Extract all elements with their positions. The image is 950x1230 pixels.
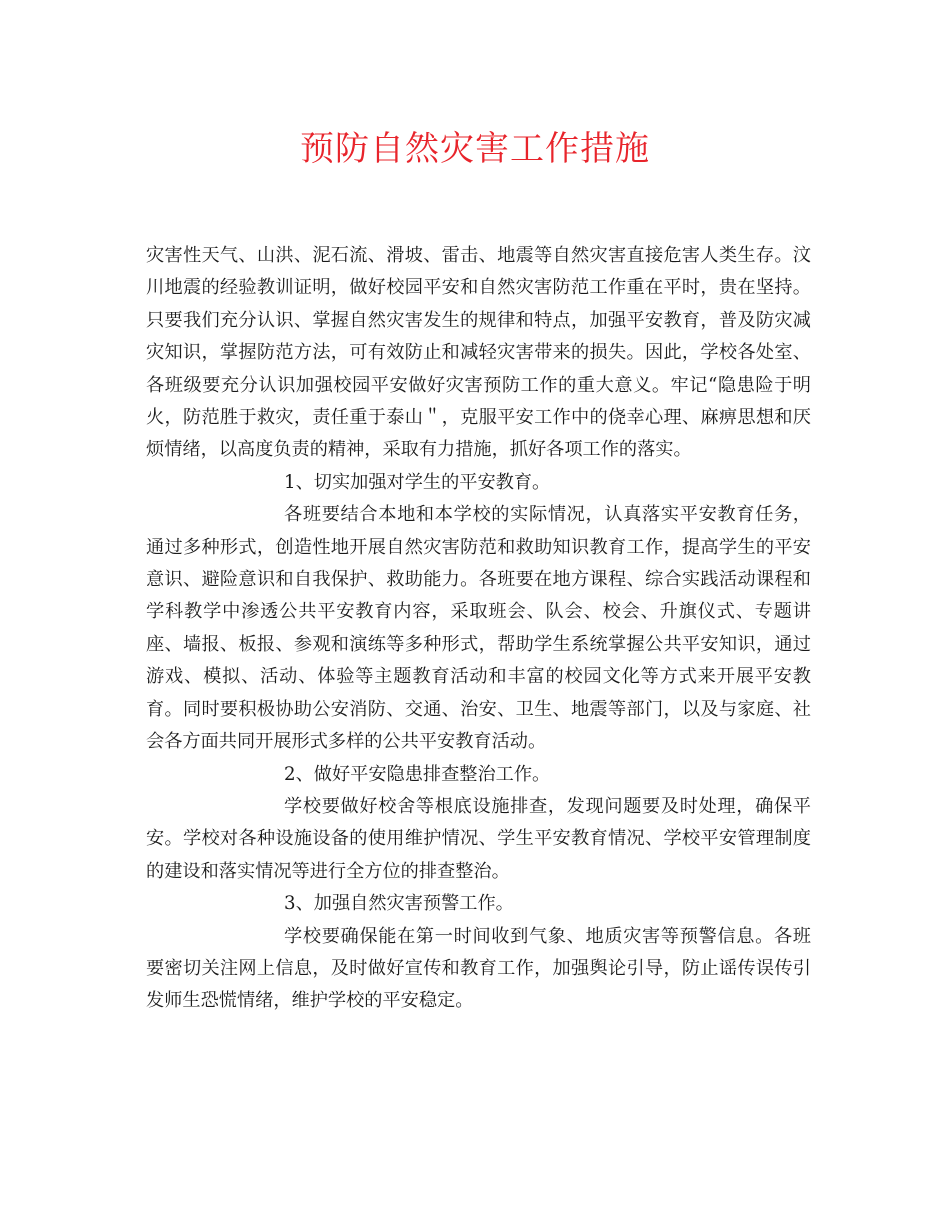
section-paragraph-1: 各班要结合本地和本学校的实际情况，认真落实平安教育任务，通过多种形式，创造性地开展自然灾害防范和救助知识教育工作，提高学生的平安意识、避险意识和自我保护、救助能力。各班要在地方课程、综合实践活动课程和学科教学中渗透公共平安教育内容，采取班会、队会、校会、升旗仪式、专题讲座、墙报、板报、参观和演练等多种形式，帮助学生系统掌握公共平安知识，通过游戏、模拟、活动、体验等主题教育活动和丰富的校园文化等方式来开展平安教育。同时要积极协助公安消防、交通、治安、卫生、地震等部门，以及与家庭、社会各方面共同开展形式多样的公共平安教育活动。 bbox=[146, 504, 811, 753]
document-title: 预防自然灾害工作措施 bbox=[300, 129, 650, 169]
section-heading-2: 2、做好平安隐患排查整治工作。 bbox=[284, 763, 551, 785]
section-paragraph-3: 学校要确保能在第一时间收到气象、地质灾害等预警信息。各班要密切关注网上信息，及时做好宣传和教育工作，加强舆论引导，防止谣传误传引发师生恐慌情绪，维护学校的平安稳定。 bbox=[146, 925, 811, 1012]
section-heading-1: 1、切实加强对学生的平安教育。 bbox=[284, 471, 551, 493]
document-body bbox=[146, 240, 811, 1018]
section-paragraph-2: 学校要做好校舍等根底设施排查，发现问题要及时处理，确保平安。学校对各种设施设备的使用维护情况、学生平安教育情况、学校平安管理制度的建设和落实情况等进行全方位的排查整治。 bbox=[146, 795, 811, 882]
section-heading-3: 3、加强自然灾害预警工作。 bbox=[284, 893, 514, 915]
intro-paragraph: 灾害性天气、山洪、泥石流、滑坡、雷击、地震等自然灾害直接危害人类生存。汶川地震的经验教训证明，做好校园平安和自然灾害防范工作重在平时，贵在坚持。只要我们充分认识、掌握自然灾害发生的规律和特点，加强平安教育，普及防灾减灾知识，掌握防范方法，可有效防止和减轻灾害带来的损失。因此，学校各处室、各班级要充分认识加强校园平安做好灾害预防工作的重大意义。牢记“隐患险于明火，防范胜于救灾，责任重于泰山＂，克服平安工作中的侥幸心理、麻痹思想和厌烦情绪，以高度负责的精神，采取有力措施，抓好各项工作的落实。 bbox=[146, 245, 811, 461]
